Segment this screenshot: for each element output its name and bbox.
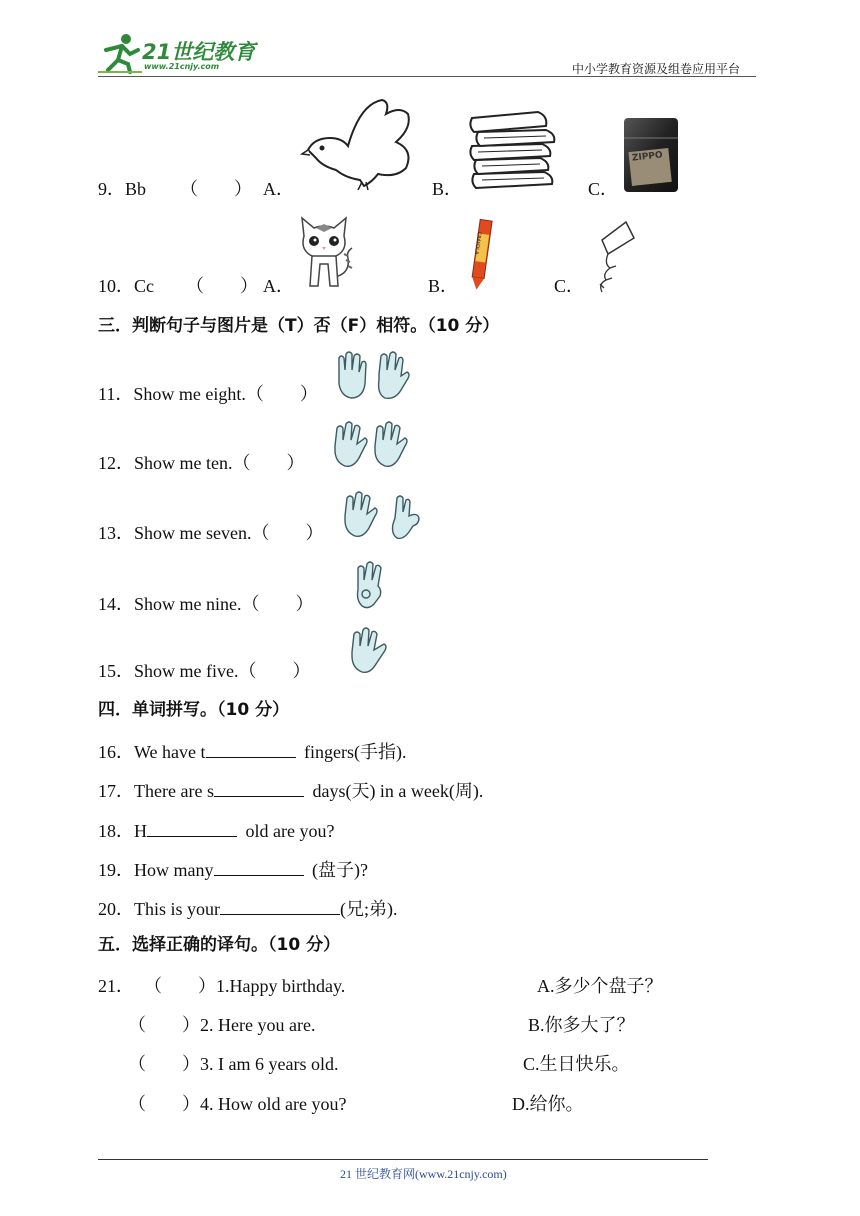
q16-blank[interactable] [206, 739, 296, 758]
crayon-label: CRAYOLA [472, 231, 482, 255]
q17-suffix: days(天) in a week(周). [307, 781, 484, 801]
q21-number: 21． [98, 976, 134, 996]
q17 [98, 778, 483, 802]
q21-item-1-right: A.多少个盘子？ [537, 976, 663, 996]
q17-blank[interactable] [214, 778, 304, 797]
q19-suffix: (盘子)? [307, 860, 368, 880]
q21-item-3-right: C.生日快乐。 [523, 1054, 630, 1074]
kite-icon [592, 220, 638, 294]
cat-icon [296, 214, 356, 292]
header-divider [98, 76, 756, 77]
q11-text: 11．Show me eight.（ ） [98, 384, 318, 404]
header-logo [96, 32, 266, 74]
hands-seven-icon [343, 490, 427, 542]
q21-item-2-right: B.你多大了？ [528, 1015, 635, 1035]
q16 [98, 739, 407, 763]
bird-icon [300, 98, 418, 190]
q19-blank[interactable] [214, 857, 304, 876]
q21-item-4-right: D.给你。 [512, 1094, 584, 1114]
q9-option-c: C． [588, 179, 619, 199]
books-icon [468, 110, 558, 192]
hand-nine-icon [352, 560, 388, 612]
q13-text: 13．Show me seven.（ ） [98, 523, 324, 543]
hands-ten-icon [333, 420, 413, 470]
q21-item-3-left: （ ）3. I am 6 years old. [128, 1054, 339, 1074]
q9-label: 9．Bb [98, 179, 147, 199]
q21-item-2-left: （ ）2. Here you are. [128, 1015, 316, 1035]
section-5-title: 五．选择正确的译句。（10 分） [98, 935, 341, 955]
q19 [98, 857, 368, 881]
section-4-title: 四．单词拼写。（10 分） [98, 700, 290, 720]
q12-text: 12．Show me ten.（ ） [98, 453, 305, 473]
q17-prefix: 17．There are s [98, 781, 214, 801]
logo-title: 21世纪教育 [142, 40, 256, 64]
hand-five-icon [348, 626, 394, 678]
q21-item-4-left: （ ）4. How old are you? [128, 1094, 347, 1114]
runner-logo-icon [96, 32, 144, 74]
q21-item-1-left: （ ）1.Happy birthday. [144, 976, 346, 996]
q9-option-a: A． [263, 179, 294, 199]
q10-option-b: B． [428, 276, 459, 296]
q20-blank[interactable] [220, 896, 340, 915]
q15-text: 15．Show me five.（ ） [98, 661, 311, 681]
platform-name: 中小学教育资源及组卷应用平台 [572, 62, 741, 76]
hands-eight-icon [335, 350, 415, 402]
q10-label: 10．Cc [98, 276, 154, 296]
q16-prefix: 16．We have t [98, 742, 206, 762]
q18 [98, 818, 334, 842]
q10-option-a: A． [263, 276, 294, 296]
q9-option-b: B． [432, 179, 463, 199]
logo-url: www.21cnjy.com [144, 62, 220, 71]
footer-divider [98, 1159, 708, 1160]
q9-paren: （ ） [180, 179, 252, 199]
q18-suffix: old are you? [241, 821, 335, 841]
q19-prefix: 19．How many [98, 860, 214, 880]
section-3-title: 三．判断句子与图片是（T）否（F）相符。（10 分） [98, 316, 500, 336]
q18-blank[interactable] [147, 818, 237, 837]
q10-option-c: C． [554, 276, 585, 296]
q20-prefix: 20．This is your [98, 899, 221, 919]
q14-text: 14．Show me nine.（ ） [98, 594, 314, 614]
q10-paren: （ ） [186, 276, 258, 296]
lighter-label: ZIPPO [631, 150, 664, 164]
q20-suffix: (兄;弟). [340, 899, 398, 919]
q16-suffix: fingers(手指). [299, 742, 407, 762]
footer-text: 21 世纪教育网(www.21cnjy.com) [340, 1167, 507, 1181]
q18-prefix: 18．H [98, 821, 147, 841]
q20 [98, 896, 398, 920]
